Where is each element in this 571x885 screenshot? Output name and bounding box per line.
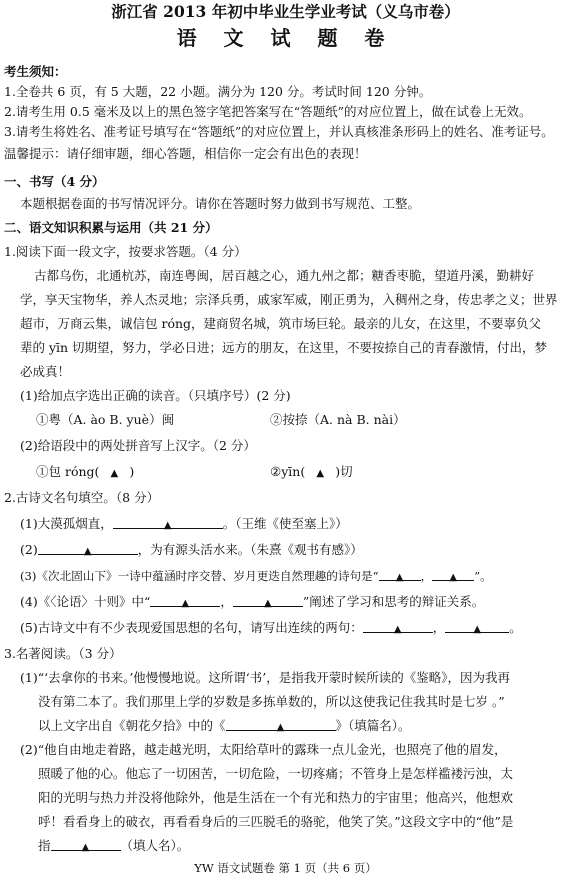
q1-sub1-option-a: ①粤（A. ào B. yuè）闽 (36, 412, 175, 427)
paper-title: 语 文 试 题 卷 (176, 26, 395, 50)
notice-item-3: 3.请考生将姓名、准考证号填写在“答题纸”的对应位置上，并认真核准条形码上的姓名、准考证号。 (4, 124, 554, 139)
answer-blank[interactable]: ▲ (363, 620, 433, 633)
q2-line-4: (4)《〈论语〉十则》中“ ▲ ， ▲ ”阐述了学习和思考的辩证关系。 (20, 594, 485, 609)
q1-passage-line: 古都乌伤，北通杭苏，南连粤闽，居百越之心，通九州之都；糖香枣脆，望道丹溪，勤耕好 (34, 268, 535, 283)
notice-tip: 温馨提示：请仔细审题，细心答题，相信你一定会有出色的表现！ (4, 146, 367, 161)
q2-line-5: (5)古诗文中有不少表现爱国思想的名句，请写出连续的两句： ▲ ， ▲ 。 (20, 620, 522, 635)
q3-p1-line: (1)“‘去拿你的书来。’他慢慢地说。这所谓‘书’，是指我开蒙时候所读的《鉴略》，因为我再 (20, 670, 510, 685)
q1-passage-line: 辈的 yīn 切期望，努力，学必日进；远方的朋友，在这里，不要按捺自己的青春激情，付出，梦 (20, 340, 548, 355)
section2-heading: 二、语文知识积累与运用（共 21 分） (4, 220, 218, 235)
answer-marker: ▲ (110, 468, 119, 479)
q3-p2-line: 呼！看看身上的破衣，再看看身后的三匹脱毛的骆驼，他笑了笑。”这段文字中的“他”是 (38, 814, 514, 829)
answer-blank[interactable]: ▲ (379, 568, 421, 581)
answer-blank[interactable]: ▲ (38, 542, 138, 555)
q2-stem: 2.古诗文名句填空。（8 分） (4, 490, 160, 505)
answer-blank[interactable]: ▲ (226, 718, 336, 731)
q3-p2-last: 指 ▲ （填人名）。 (38, 838, 190, 853)
answer-blank[interactable]: ▲ (113, 516, 223, 529)
q3-p2-line: 阳的光明与热力并没将他除外，他是生活在一个有光和热力的宇宙里；他高兴，他想欢 (38, 790, 514, 805)
answer-blank[interactable]: ▲ (445, 620, 509, 633)
q3-stem: 3.名著阅读。（3 分） (4, 646, 122, 661)
q1-passage-line: 学，享天宝物华，养人杰灵地；宗泽兵勇，戚家军威，刚正勇为，入稠州之身，传忠孝之义；世界 (20, 292, 558, 307)
section1-heading: 一、书写（4 分） (4, 174, 105, 189)
section1-text: 本题根据卷面的书写情况评分。请你在答题时努力做到书写规范、工整。 (20, 196, 421, 211)
answer-blank[interactable]: ▲ (233, 594, 303, 607)
exam-title: 浙江省 2013 年初中毕业生学业考试（义乌市卷） (111, 2, 460, 21)
q1-sub1-option-b: ②按捺（A. nà B. nài） (270, 412, 406, 427)
q3-p2-line: 照暖了他的心。他忘了一切困苦，一切危险，一切疼痛；不管身上是怎样褴褛污浊，太 (38, 766, 514, 781)
q2-line-2: (2) ▲ ，为有源头活水来。（朱熹《观书有感》） (20, 542, 363, 557)
notice-item-1: 1.全卷共 6 页，有 5 大题，22 小题。满分为 120 分。考试时间 120 分钟。 (4, 84, 432, 99)
answer-blank[interactable]: ▲ (51, 838, 121, 851)
q1-passage-line: 超市，万商云集，诚信包 róng，建商贸名城，筑市场巨轮。最亲的儿女，在这里，不要辜负父 (20, 316, 542, 331)
q1-passage-line: 必成真！ (20, 364, 71, 379)
q3-p1-last: 以上文字出自《朝花夕拾》中的《 ▲ 》（填篇名）。 (38, 718, 411, 733)
q1-sub2-item-a: ①包 róng( ▲ ) (36, 464, 135, 479)
answer-blank[interactable]: ▲ (432, 568, 474, 581)
q2-line-1: (1)大漠孤烟直， ▲ 。（王维《使至塞上》） (20, 516, 348, 531)
q1-sub2-item-b: ②yīn( ▲ )切 (270, 464, 353, 479)
q1-sub1: (1)给加点字选出正确的读音。（只填序号）(2 分) (20, 388, 291, 403)
q3-p2-line: (2)“他自由地走着路，越走越光明，太阳给草叶的露珠一点儿金光，也照亮了他的眉发， (20, 742, 507, 757)
notice-heading: 考生须知： (4, 64, 67, 79)
q1-stem: 1.阅读下面一段文字，按要求答题。（4 分） (4, 244, 247, 259)
answer-marker: ▲ (316, 468, 325, 479)
q3-p1-line: 没有第二本了。我们那里上学的岁数是多拣单数的，所以这使我记住我其时是七岁 。” (38, 694, 505, 709)
q1-sub2: (2)给语段中的两处拼音写上汉字。（2 分） (20, 438, 256, 453)
page-footer: YW 语文试题卷 第 1 页（共 6 页） (194, 861, 377, 875)
answer-blank[interactable]: ▲ (150, 594, 220, 607)
q2-line-3: (3)《次北固山下》一诗中蕴涵时序交替、岁月更迭自然理趣的诗句是“ ▲ ， ▲ ”。 (20, 569, 492, 583)
notice-item-2: 2.请考生用 0.5 毫米及以上的黑色签字笔把答案写在“答题纸”的对应位置上，做在试卷上无效。 (4, 104, 532, 119)
